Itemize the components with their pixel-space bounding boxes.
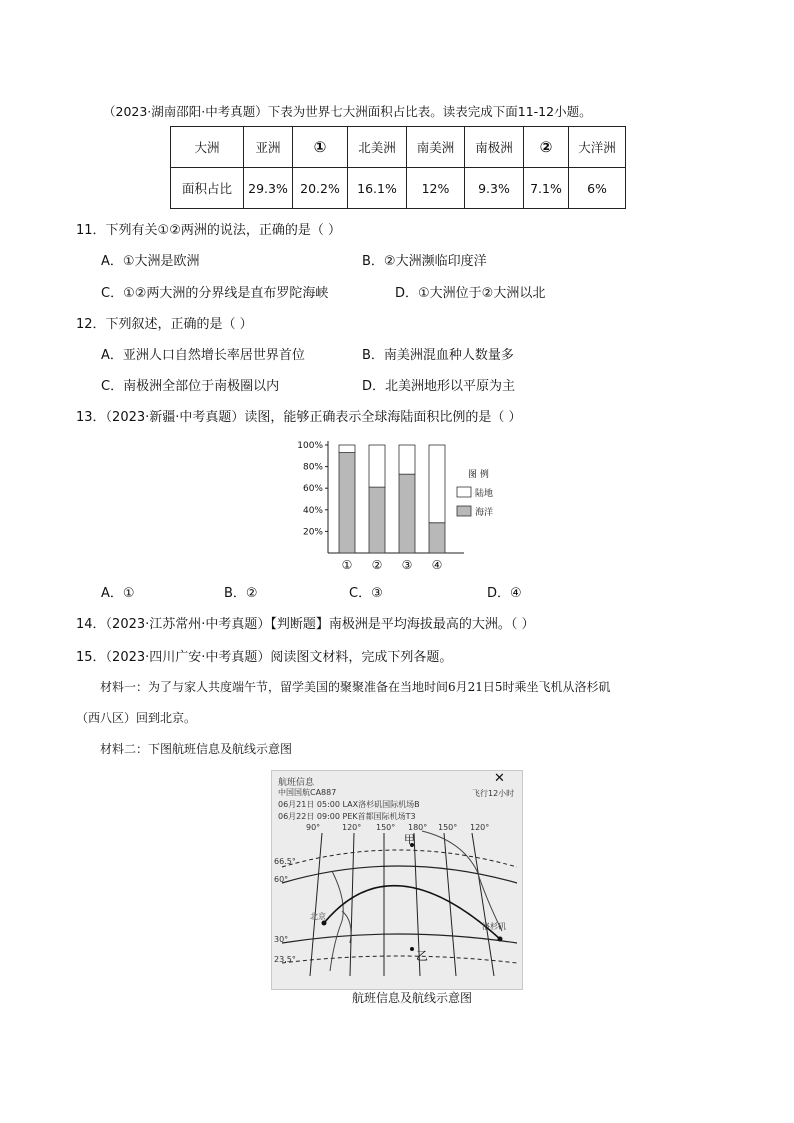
q11-option-a: A．①大洲是欧洲 (101, 254, 200, 269)
flight-route-line (324, 886, 500, 939)
route-sketch (272, 771, 522, 989)
bar-sea (339, 453, 355, 553)
longitude-label: 90° (306, 823, 321, 832)
longitude-label: 120° (342, 823, 362, 832)
material-2: 材料二：下图航班信息及航线示意图 (100, 742, 293, 756)
meridian-line (310, 833, 322, 976)
q11-option-b: B．②大洲濒临印度洋 (362, 254, 487, 269)
x-tick-label: ④ (431, 558, 443, 572)
y-tick-label: 60% (302, 484, 323, 495)
latitude-label: 60° (274, 875, 289, 884)
q13-option-b: B．② (224, 586, 258, 601)
table-row (171, 127, 626, 168)
legend-title: 图 例 (468, 470, 489, 480)
latitude-60-line (282, 866, 517, 883)
table-cell: 大洋洲 (569, 127, 626, 168)
point-yi-marker (410, 947, 414, 951)
close-icon: ✕ (494, 771, 505, 786)
question-14: 14．（2023·江苏常州·中考真题）【判断题】南极洲是平均海拔最高的大洲。（ ） (76, 617, 535, 632)
bar-sea (429, 523, 445, 553)
question-13-stem: 13．（2023·新疆·中考真题）读图，能够正确表示全球海陆面积比例的是（ ） (76, 410, 522, 425)
q11-option-c: C．①②两大洲的分界线是直布罗陀海峡 (101, 286, 329, 301)
bar-land (429, 445, 445, 523)
longitude-label: 180° (408, 823, 428, 832)
material-1-line-2: （西八区）回到北京。 (76, 711, 197, 725)
table-cell: 南极洲 (465, 127, 524, 168)
los-angeles-label: 洛杉矶 (482, 922, 506, 931)
q12-option-d: D．北美洲地形以平原为主 (362, 379, 516, 394)
question-11-stem: 11．下列有关①②两洲的说法，正确的是（ ） (76, 223, 341, 238)
legend-swatch-sea (457, 506, 471, 516)
beijing-label: 北京 (310, 912, 326, 921)
q11-option-d: D．①大洲位于②大洲以北 (395, 286, 546, 301)
map-caption: 航班信息及航线示意图 (352, 991, 473, 1005)
chart-x-labels (342, 558, 443, 572)
y-tick-label: 20% (302, 527, 323, 538)
q12-option-a: A．亚洲人口自然增长率居世界首位 (101, 348, 305, 363)
bar-land (339, 445, 355, 453)
bar-land (399, 445, 415, 474)
table-cell: 9.3% (465, 168, 524, 209)
arctic-circle-line (282, 850, 517, 867)
bar-sea (369, 487, 385, 553)
arrival-text: 06月22日 09:00 PEK首都国际机场T3 (278, 812, 416, 821)
land-sea-bar-chart (292, 436, 532, 574)
coastline (330, 871, 343, 971)
chart-bars (339, 445, 445, 553)
x-tick-label: ③ (401, 558, 413, 572)
question-15-stem: 15．（2023·四川广安·中考真题）阅读图文材料，完成下列各题。 (76, 650, 453, 665)
table-cell: 12% (407, 168, 465, 209)
longitude-label: 120° (470, 823, 490, 832)
bar-land (369, 445, 385, 487)
continent-area-table (170, 126, 626, 209)
q12-option-b: B．南美洲混血种人数量多 (362, 348, 514, 363)
table-cell: ② (524, 127, 569, 168)
x-tick-label: ② (371, 558, 383, 572)
legend-label-sea: 海洋 (475, 508, 494, 518)
legend-swatch-land (457, 487, 471, 497)
table-cell: 6% (569, 168, 626, 209)
x-tick-label: ① (341, 558, 353, 572)
los-angeles-marker (498, 937, 503, 942)
departure-text: 06月21日 05:00 LAX洛杉矶国际机场B (278, 800, 420, 809)
longitude-label: 150° (376, 823, 396, 832)
table-cell: 20.2% (293, 168, 348, 209)
legend-label-land: 陆地 (475, 489, 494, 499)
table-row (171, 168, 626, 209)
tropic-line (282, 956, 517, 963)
latitude-label: 66.5° (274, 857, 296, 866)
y-tick-label: 80% (302, 462, 323, 473)
bar-sea (399, 474, 415, 553)
point-jia-label: 甲 (404, 833, 415, 846)
y-tick-label: 40% (302, 505, 323, 516)
flight-route-map (271, 770, 523, 990)
airline-text: 中国国航CA887 (278, 788, 337, 797)
intro-text: （2023·湖南邵阳·中考真题）下表为世界七大洲面积占比表。读表完成下面11-12小题。 (103, 104, 592, 119)
longitude-label: 150° (438, 823, 458, 832)
table-cell: ① (293, 127, 348, 168)
table-cell: 16.1% (348, 168, 407, 209)
duration-text: 飞行12小时 (472, 789, 515, 798)
table-cell: 亚洲 (244, 127, 293, 168)
table-cell: 北美洲 (348, 127, 407, 168)
table-cell: 大洲 (171, 127, 244, 168)
meridian-line (350, 833, 354, 976)
latitude-label: 23.5° (274, 955, 296, 964)
latitude-label: 30° (274, 935, 289, 944)
latitude-30-line (282, 934, 517, 943)
q13-option-c: C．③ (349, 586, 383, 601)
flight-info-header: 航班信息 (278, 778, 315, 788)
q13-option-a: A．① (101, 586, 135, 601)
y-tick-label: 100% (297, 441, 323, 451)
q12-option-c: C．南极洲全部位于南极圈以内 (101, 379, 280, 394)
question-12-stem: 12．下列叙述，正确的是（ ） (76, 317, 253, 332)
chart-legend (457, 468, 493, 518)
table-cell: 南美洲 (407, 127, 465, 168)
table-cell: 29.3% (244, 168, 293, 209)
material-1-line-1: 材料一：为了与家人共度端午节，留学美国的聚聚准备在当地时间6月21日5时乘坐飞机从洛杉矶 (100, 680, 611, 694)
table-cell: 面积占比 (171, 168, 244, 209)
q13-option-d: D．④ (487, 586, 522, 601)
meridian-line (472, 833, 494, 976)
coastline (422, 831, 502, 931)
table-cell: 7.1% (524, 168, 569, 209)
point-yi-label: 乙 (416, 949, 429, 963)
